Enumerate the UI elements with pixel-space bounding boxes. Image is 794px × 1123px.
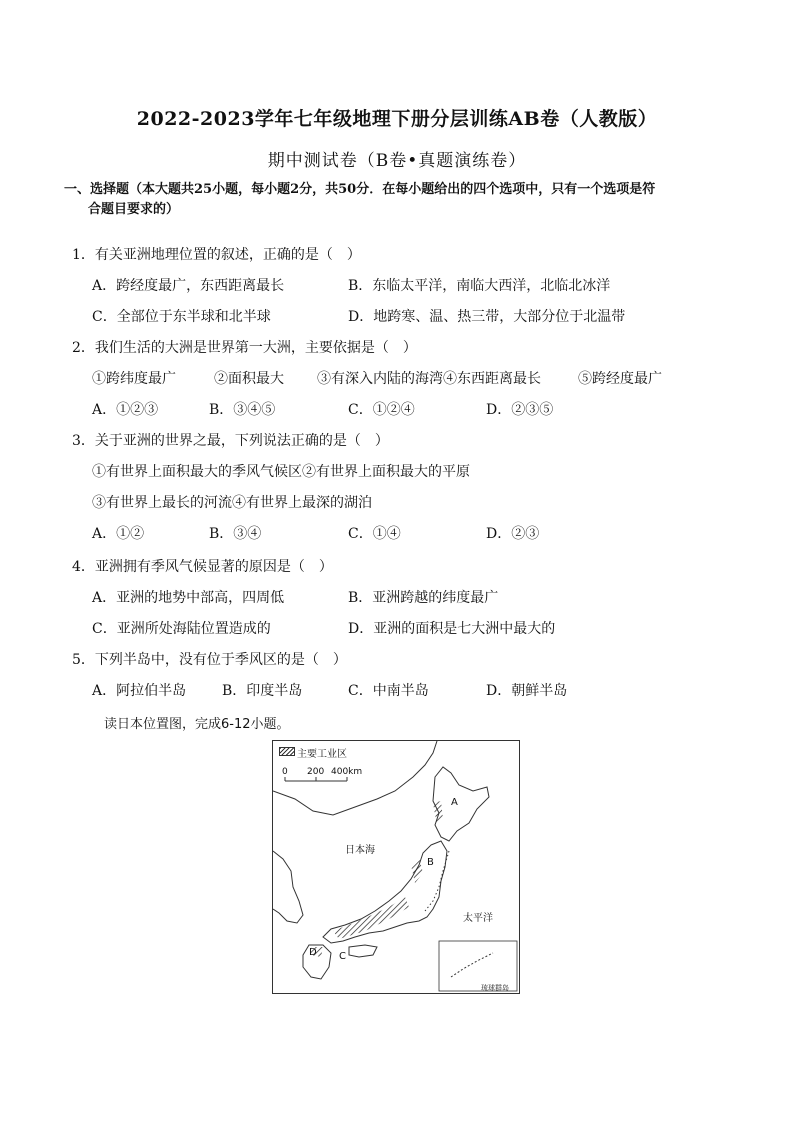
ryukyu-islands-chain [451, 953, 493, 977]
q3-option-a: A．①② [92, 526, 145, 542]
q1-option-b: B．东临太平洋，南临大西洋，北临北冰洋 [348, 278, 611, 294]
q1-option-c: C．全部位于东半球和北半球 [92, 309, 271, 325]
legend-label: 主要工业区 [297, 749, 347, 760]
q2-option-d: D．②③⑤ [486, 402, 554, 418]
scale-label-400km: 400km [331, 767, 363, 777]
question-4-stem: 4．亚洲拥有季风气候显著的原因是（ ） [72, 559, 333, 575]
q2-item-5: ⑤跨经度最广 [578, 371, 662, 387]
shikoku-island [349, 945, 377, 957]
q1-option-a: A．跨经度最广，东西距离最长 [92, 278, 285, 294]
label-d: D [309, 947, 317, 958]
q1-option-d: D．地跨寒、温、热三带，大部分位于北温带 [348, 309, 626, 325]
q5-option-a: A．阿拉伯半岛 [92, 683, 187, 699]
question-5-stem: 5．下列半岛中，没有位于季风区的是（ ） [72, 652, 347, 668]
label-c: C [339, 951, 346, 962]
section-heading-line2: 合题目要求的） [88, 202, 180, 217]
question-1-stem: 1．有关亚洲地理位置的叙述，正确的是（ ） [72, 247, 361, 263]
section-heading [64, 180, 734, 220]
section-heading-line1: 一、选择题（本大题共25小题，每小题2分，共50分．在每小题给出的四个选项中，只有一个选项是符 [64, 182, 656, 197]
q5-option-c: C．中南半岛 [348, 683, 429, 699]
q3-option-d: D．②③ [486, 526, 540, 542]
sea-of-japan-label: 日本海 [345, 845, 375, 856]
industrial-zone-legend-swatch [279, 747, 295, 756]
q4-option-b: B．亚洲跨越的纬度最广 [348, 590, 499, 606]
q5-option-b: B．印度半岛 [222, 683, 303, 699]
label-b: B [427, 857, 434, 868]
q2-item-3-4: ③有深入内陆的海湾④东西距离最长 [317, 371, 541, 387]
q3-option-b: B．③④ [209, 526, 262, 542]
hokkaido-island [433, 767, 489, 841]
q4-option-c: C．亚洲所处海陆位置造成的 [92, 621, 271, 637]
label-a: A [451, 797, 458, 808]
q3-item-3-4: ③有世界上最长的河流④有世界上最深的湖泊 [92, 495, 372, 511]
q2-option-b: B．③④⑤ [209, 402, 276, 418]
scale-label-0: 0 [282, 767, 288, 777]
question-2-stem: 2．我们生活的大洲是世界第一大洲，主要依据是（ ） [72, 340, 417, 356]
page-subtitle: 期中测试卷（B卷•真题演练卷） [267, 151, 527, 171]
japan-location-map [272, 740, 520, 994]
scale-label-200: 200 [307, 767, 325, 777]
q3-option-c: C．①④ [348, 526, 401, 542]
pacific-ocean-label: 太平洋 [463, 913, 493, 924]
q2-option-a: A．①②③ [92, 402, 159, 418]
ryukyu-inset-label: 琉球群岛 [481, 984, 509, 992]
q4-option-d: D．亚洲的面积是七大洲中最大的 [348, 621, 556, 637]
korea-peninsula-coast [273, 851, 303, 923]
q2-item-2: ②面积最大 [214, 371, 284, 387]
q2-option-c: C．①②④ [348, 402, 415, 418]
q3-item-1-2: ①有世界上面积最大的季风气候区②有世界上面积最大的平原 [92, 464, 470, 480]
q2-item-1: ①跨纬度最广 [92, 371, 176, 387]
q4-option-a: A．亚洲的地势中部高，四周低 [92, 590, 285, 606]
question-3-stem: 3．关于亚洲的世界之最，下列说法正确的是（ ） [72, 433, 389, 449]
page-title: 2022-2023学年七年级地理下册分层训练AB卷（人教版） [136, 108, 658, 130]
q5-option-d: D．朝鲜半岛 [486, 683, 568, 699]
map-intro-text: 读日本位置图，完成6-12小题。 [104, 717, 290, 732]
